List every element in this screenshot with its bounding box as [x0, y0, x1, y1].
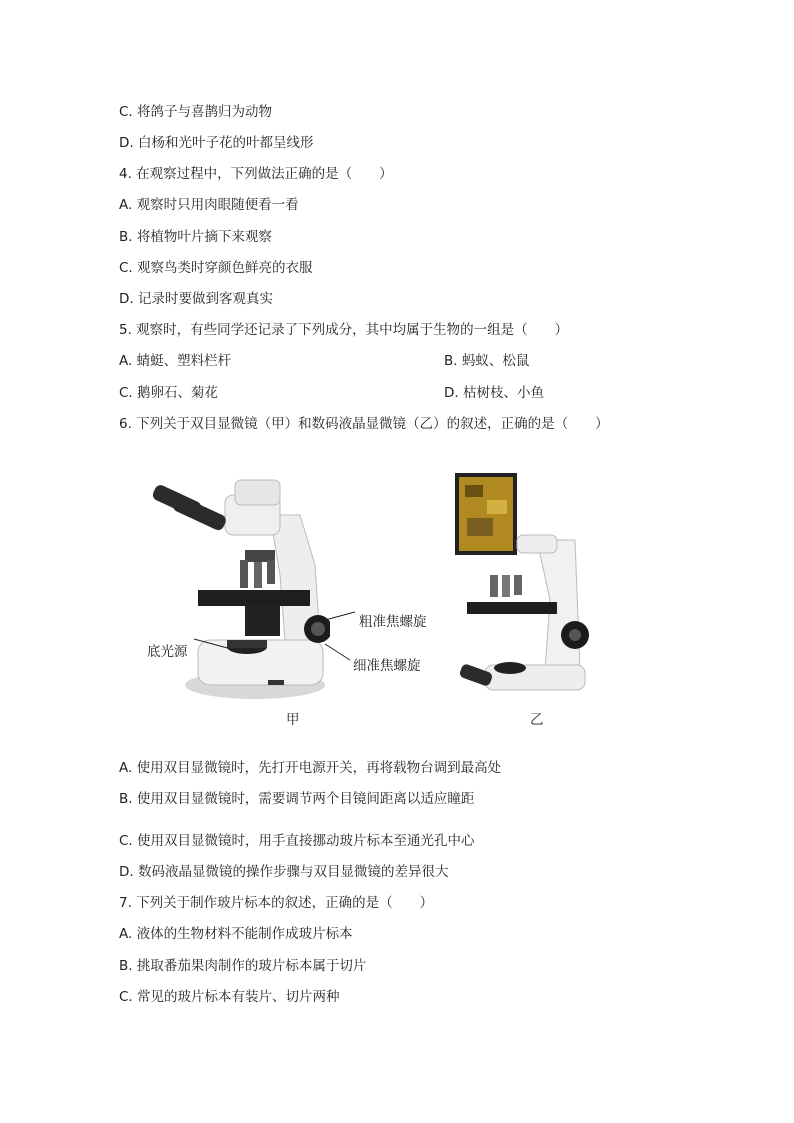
q6-option-b: B. 使用双目显微镜时，需要调节两个目镜间距离以适应瞳距	[119, 791, 475, 807]
caption-yi: 乙	[530, 712, 544, 728]
caption-jia: 甲	[286, 712, 300, 728]
q4-option-d: D. 记录时要做到客观真实	[119, 291, 273, 307]
fine-focus-label: 细准焦螺旋	[353, 658, 421, 674]
binocular-microscope-image	[150, 475, 330, 705]
q6-option-d: D. 数码液晶显微镜的操作步骤与双目显微镜的差异很大	[119, 864, 449, 880]
q5-option-d: D. 枯树枝、小鱼	[444, 385, 544, 401]
q5-option-c: C. 鹅卵石、菊花	[119, 385, 219, 401]
question-4-stem: 4. 在观察过程中，下列做法正确的是（ ）	[119, 166, 393, 182]
q7-option-a: A. 液体的生物材料不能制作成玻片标本	[119, 926, 353, 942]
q4-option-a: A. 观察时只用肉眼随便看一看	[119, 197, 299, 213]
question-5-stem: 5. 观察时，有些同学还记录了下列成分，其中均属于生物的一组是（ ）	[119, 322, 569, 338]
option-c-line: C. 将鸽子与喜鹊归为动物	[119, 104, 273, 120]
q5-option-a: A. 蜻蜓、塑料栏杆	[119, 353, 232, 369]
q4-option-b: B. 将植物叶片摘下来观察	[119, 229, 272, 245]
q4-option-c: C. 观察鸟类时穿颜色鲜亮的衣服	[119, 260, 313, 276]
q7-option-b: B. 挑取番茄果肉制作的玻片标本属于切片	[119, 958, 367, 974]
light-source-label: 底光源	[147, 644, 188, 660]
option-d-line: D. 白杨和光叶子花的叶都呈线形	[119, 135, 314, 151]
digital-lcd-microscope-image	[455, 470, 595, 700]
q6-option-a: A. 使用双目显微镜时，先打开电源开关，再将载物台调到最高处	[119, 760, 502, 776]
q7-option-c: C. 常见的玻片标本有装片、切片两种	[119, 989, 340, 1005]
question-7-stem: 7. 下列关于制作玻片标本的叙述，正确的是（ ）	[119, 895, 434, 911]
q5-option-b: B. 蚂蚁、松鼠	[444, 353, 530, 369]
question-6-stem: 6. 下列关于双目显微镜（甲）和数码液晶显微镜（乙）的叙述，正确的是（ ）	[119, 416, 609, 432]
leader-lines	[190, 610, 370, 670]
coarse-focus-label: 粗准焦螺旋	[359, 614, 427, 630]
q6-option-c: C. 使用双目显微镜时，用手直接挪动玻片标本至通光孔中心	[119, 833, 475, 849]
